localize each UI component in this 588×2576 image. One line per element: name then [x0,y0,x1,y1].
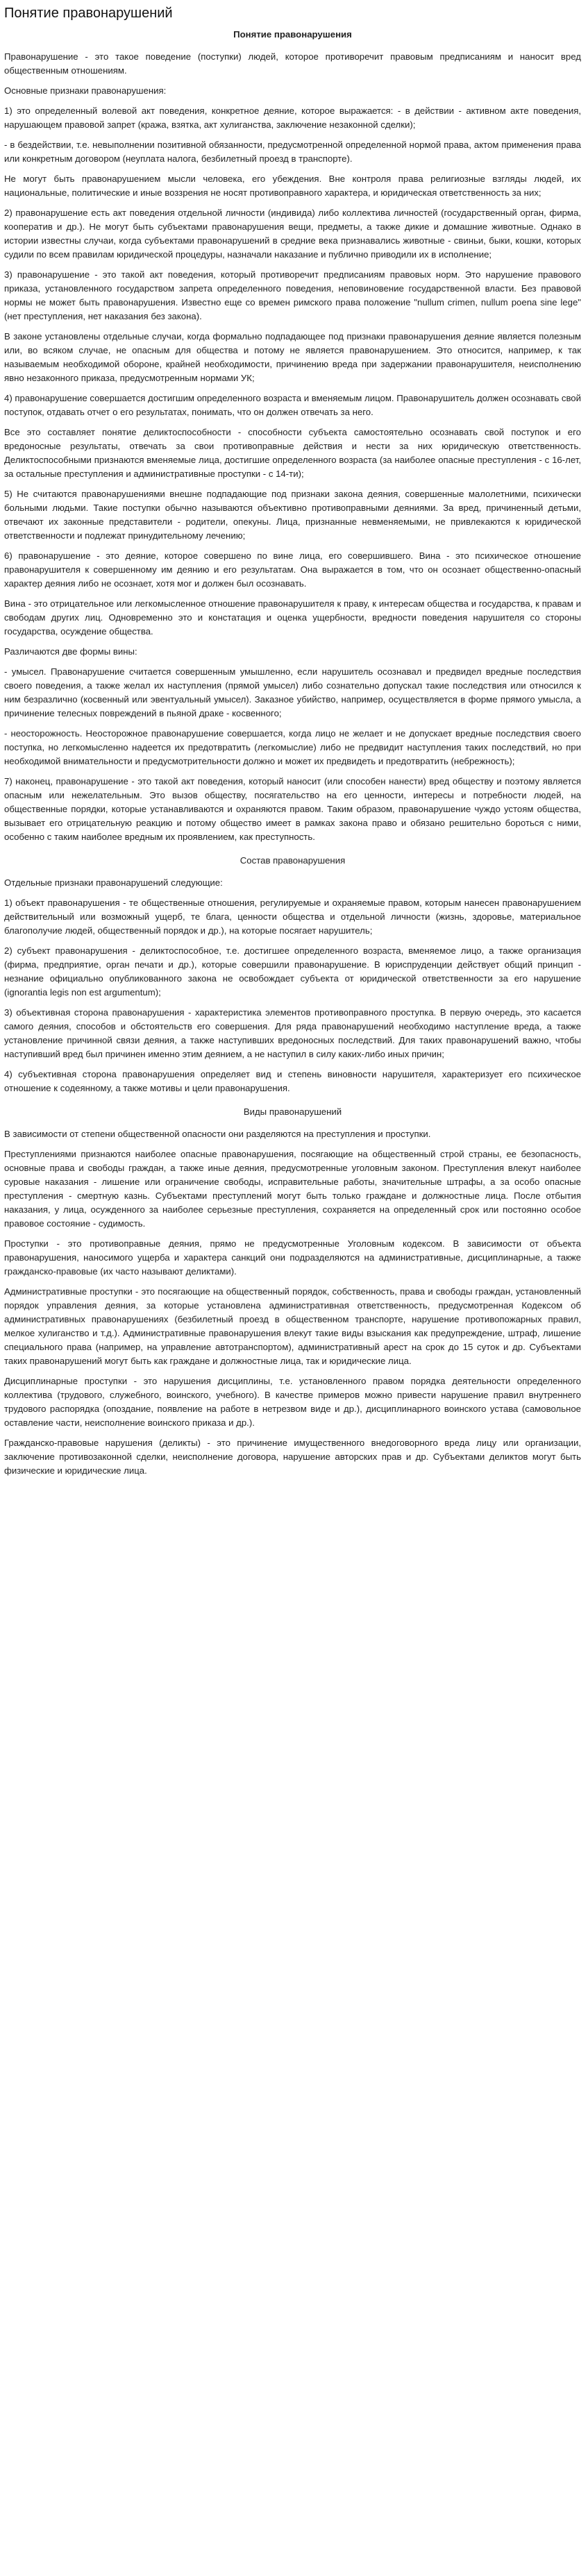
paragraph: 3) объективная сторона правонарушения - характеристика элементов противоправного проступка. В первую очередь, это касается самого деяния, способов и обстоятельств его совершения. Для ряда правонарушений необходимо наступление вреда, а также установление причинной связи деяния, а также наступивших вредоносных последствий. Для таких правонарушений важно, чтобы наступивший вред был причинен именно этим деянием, а не наступил в силу каких-либо иных причин; [4,1007,581,1059]
paragraph: 4) правонарушение совершается достигшим определенного возраста и вменяемым лицом. Правонарушитель должен осознавать свой поступок, отдавать отчет о его результатах, понимать, что он должен отвечать за него. [4,393,582,417]
paragraph: Различаются две формы вины: [4,646,137,657]
paragraph: - в бездействии, т.е. невыполнении позитивной обязанности, предусмотренной определенной нормой права, актом применения права или конкретным договором (неуплата налога, безбилетный проезд в транспорте). [4,140,581,164]
paragraph: 6) правонарушение - это деяние, которое совершено по вине лица, его совершившего. Вина - это психическое отношение правонарушителя к совершенному им деянию и его результатам. Она выражается в том, что он осознает общественно-опасный характер деяния либо не осознает, хотя мог и должен был осознавать. [4,550,581,589]
paragraph: Преступлениями признаются наиболее опасные правонарушения, посягающие на общественный строй страны, ее безопасность, основные права и свободы граждан, а также иные деяния, предусмотренные уголовным законом. Преступления влекут наиболее суровые наказания - лишение или ограничение свободы, исправительные работы, значительные штрафы, а за особо опасные преступления - смертную казнь. Субъектами преступлений могут быть только граждане и должностные лица. После отбытия наказания, у лица, осужденного за наиболее серьезные преступления, сохраняется на определенный срок или постоянно особое правовое состояние - судимость. [4,1149,581,1229]
paragraph: В законе установлены отдельные случаи, когда формально подпадающее под признаки правонарушения деяние является полезным или, во всяком случае, не опасным для общества и потому не является правонарушением. Это относится, например, к так называемым необходимой обороне, крайней необходимости, причинению вреда при задержании правонарушителя, неисполнению явно незаконного приказа, предусмотренным нормами УК; [4,331,581,383]
paragraph: Отдельные признаки правонарушений следующие: [4,877,223,888]
section [4,854,581,1095]
section-title: Состав правонарушения [240,855,346,866]
section-title: Понятие правонарушения [233,29,352,40]
paragraph: Административные проступки - это посягающие на общественный порядок, собственность, права и свободы граждан, установленный порядок управления деяния, за которые установлена административная ответственность, предусмотренная Кодексом об административных правонарушениях (безбилетный проезд в общественном транспорте, нарушение противопожарных правил, мелкое хулиганство и т.д.). Административные правонарушения влекут такие виды взыскания как предупреждение, штраф, лишение специального права (например, на управление автотранспортом), административный арест на срок до 15 суток и др. Субъектами таких правонарушений могут быть как граждане и должностные лица, так и юридические лица. [4,1286,581,1366]
paragraph: - неосторожность. Неосторожное правонарушение совершается, когда лицо не желает и не допускает вредные последствия своего поступка, но легкомысленно надеется их предотвратить (легкомыслие) либо не предвидит наступления таких последствий, но при необходимой внимательности и предусмотрительности должно и может их предвидеть и предотвратить (небрежность); [4,728,581,766]
paragraph: Не могут быть правонарушением мысли человека, его убеждения. Вне контроля права религиозные взгляды людей, их национальные, политические и иные воззрения не носят противоправного характера, и юридическая ответственность за них; [4,174,581,198]
section-content [4,50,581,844]
paragraph: 2) правонарушение есть акт поведения отдельной личности (индивида) либо коллектива личностей (государственный орган, фирма, кооператив и др.). Не могут быть субъектами правонарушения вещи, предметы, а также дикие и домашние животные. Однако в истории известны случаи, когда субъектами правонарушений в средние века признавались животные - свиньи, быки, кошки, которых судили по всем правилам юридической процедуры, назначали наказание и публично приводили их в исполнение; [4,208,581,260]
paragraph: 1) объект правонарушения - те общественные отношения, регулируемые и охраняемые правом, которым нанесен правонарушением действительный или возможный ущерб, те блага, ценности общества и отдельной личности (жизнь, здоровье, материальное благополучие людей, общественный порядок и др.), на которые посягает нарушитель; [4,898,581,936]
paragraph: 5) Не считаются правонарушениями внешне подпадающие под признаки закона деяния, совершенные малолетними, психически больными людьми. Такие поступки обычно называются объективно противоправными деяниями. За вред, причиненный детьми, отвечают их законные представители - родители, опекуны. Лица, признанные невменяемыми, не привлекаются к юридической ответственности и подлежат принудительному лечению; [4,489,581,541]
page-title: Понятие правонарушений [4,6,173,21]
paragraph: 7) наконец, правонарушение - это такой акт поведения, который наносит (или способен нанести) вред обществу и поэтому является опасным или нежелательным. Это вызов обществу, посягательство на его ценности, интересы и потребности людей, на общественные порядки, которые устанавливаются и охраняются правом. Таким образом, правонарушение чуждо устоям общества, вызывает его отрицательную реакцию и потому общество имеет в рамках закона право и обязано решительно бороться с ними, особенно с таким наиболее вредным их проявлением, как преступность. [4,776,581,842]
article-body [4,28,581,1478]
paragraph: 1) это определенный волевой акт поведения, конкретное деяние, которое выражается: - в действии - активном акте поведения, нарушающем правовой запрет (кража, взятка, акт хулиганства, заключение незаконной сделки); [4,106,581,130]
paragraph: 4) субъективная сторона правонарушения определяет вид и степень виновности нарушителя, характеризует его психическое отношение к содеянному, а также мотивы и цели правонарушения. [4,1069,581,1093]
paragraph: В зависимости от степени общественной опасности они разделяются на преступления и проступки. [4,1129,431,1139]
paragraph: Гражданско-правовые нарушения (деликты) - это причинение имущественного внедоговорного вреда лицу или организации, заключение противозаконной сделки, неисполнение договора, нарушение авторских прав и др. Субъектами деликтов могут быть физические и юридические лица. [4,1438,581,1476]
section [4,28,581,844]
paragraph: Дисциплинарные проступки - это нарушения дисциплины, т.е. установленного правом порядка деятельности определенного коллектива (трудового, служебного, воинского, учебного). В качестве примеров можно привести нарушение правил внутреннего трудового распорядка (опоздание, появление на работе в нетрезвом виде и др.), дисциплинарного воинского устава (самовольное оставление части, неисполнение воинского приказа и др.). [4,1376,581,1428]
paragraph: Основные признаки правонарушения: [4,85,167,96]
paragraph: - умысел. Правонарушение считается совершенным умышленно, если нарушитель осознавал и предвидел вредные последствия своего поведения, а также желал их наступления (прямой умысел) либо сознательно допускал такие последствия или относился к ним безразлично (косвенный или эвентуальный умысел). Заказное убийство, например, осуществляется в форме прямого умысла, а причинение телесных повреждений в пьяной драке - косвенного; [4,666,581,718]
paragraph: Правонарушение - это такое поведение (поступки) людей, которое противоречит правовым предписаниям и наносит вред общественным отношениям. [4,51,581,76]
section-content [4,876,581,1095]
paragraph: 2) субъект правонарушения - деликтоспособное, т.е. достигшее определенного возраста, вменяемое лицо, а также организация (фирма, предприятие, орган печати и др.), которые совершили правонарушение. В юриспруденции действует общий принцип - незнание официально опубликованного закона не освобождает субъекта от юридической ответственности за его нарушение (ignorantia legis non est argumentum); [4,945,581,997]
section-title: Виды правонарушений [243,1106,342,1117]
paragraph: 3) правонарушение - это такой акт поведения, который противоречит предписаниям правовых норм. Это нарушение правового приказа, установленного государством запрета определенного поведения, неповиновение государственной власти. Без правовой нормы не может быть правонарушения. Известно еще со времен римского права положение "nullum crimen, nullum poena sine lege" (нет преступления, нет наказания без закона). [4,269,581,321]
paragraph: Проступки - это противоправные деяния, прямо не предусмотренные Уголовным кодексом. В зависимости от объекта правонарушения, наносимого ущерба и характера санкций они подразделяются на административные, дисциплинарные, а также гражданско-правовые (их часто называют деликтами). [4,1238,581,1277]
paragraph: Все это составляет понятие деликтоспособности - способности субъекта самостоятельно осознавать свой поступок и его вредоносные результаты, отвечать за свои противоправные действия и нести за них юридическую ответственность. Деликтоспособными признаются вменяемые лица, достигшие определенного возраста (за наиболее опасные преступления - с 16-лет, за остальные преступления и административные проступки - с 14-ти); [4,427,581,479]
paragraph: Вина - это отрицательное или легкомысленное отношение правонарушителя к праву, к интересам общества и государства, к правам и свободам других лиц. Одновременно это и констатация и оценка ущербности, вредности поведения нарушителя со стороны государства, осуждение общества. [4,598,581,637]
section-content [4,1127,581,1478]
section [4,1105,581,1478]
